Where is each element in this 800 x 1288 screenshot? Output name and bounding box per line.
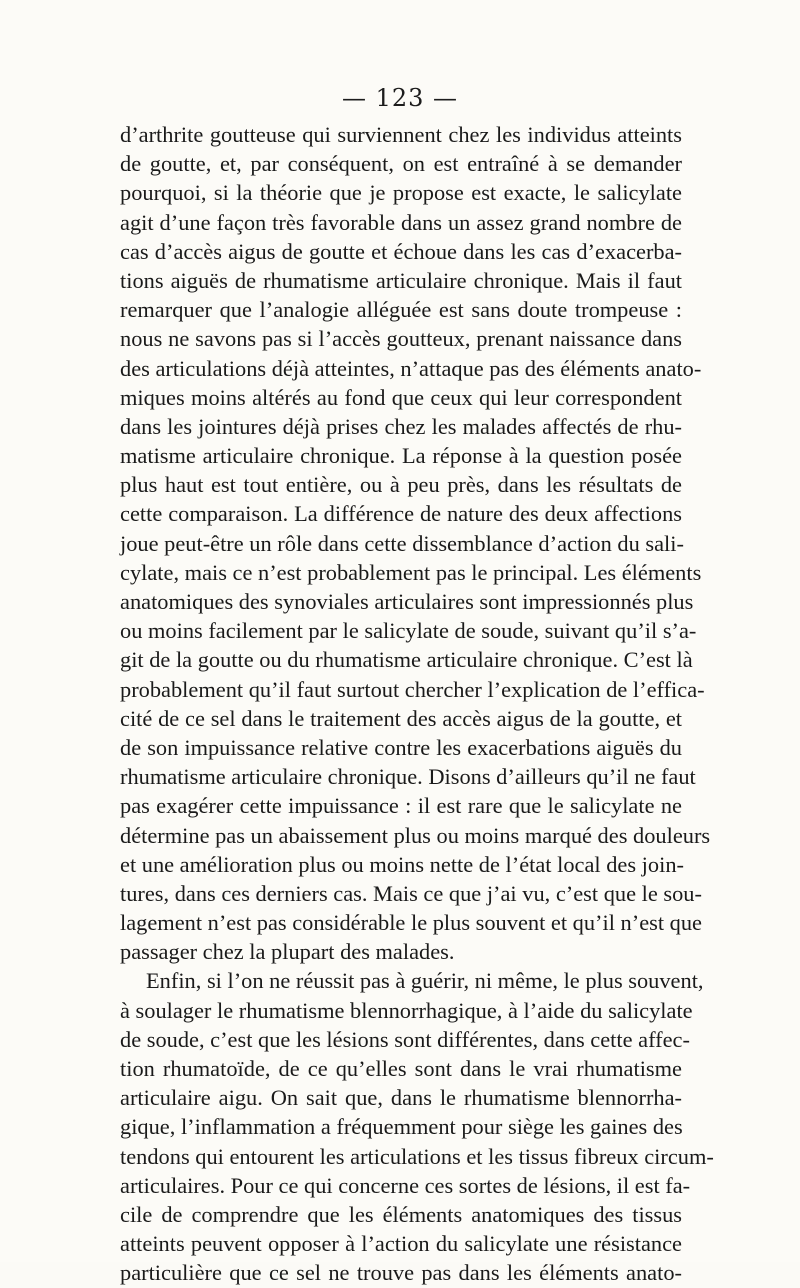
text-line: dans les jointures déjà prises chez les malades affectés de rhu- — [120, 413, 682, 439]
text-line: de goutte, et, par conséquent, on est entraîné à se demander — [120, 151, 682, 177]
text-line: joue peut-être un rôle dans cette dissemblance d’action du sali- — [120, 530, 684, 556]
page-number: — 123 — — [341, 84, 459, 112]
text-line: miques moins altérés au fond que ceux qui leur correspondent — [120, 384, 682, 410]
text-line: articulaire aigu. On sait que, dans le rhumatisme blennorrha- — [120, 1085, 682, 1111]
text-line: tion rhumatoïde, de ce qu’elles sont dans le vrai rhumatisme — [120, 1056, 682, 1081]
text-line: plus haut est tout entière, ou à peu près, dans les résultats de — [120, 472, 682, 498]
text-line: à soulager le rhumatisme blennorrhagique, à l’aide du salicylate — [120, 997, 693, 1023]
text-line: anatomiques des synoviales articulaires sont impressionnés plus — [120, 589, 694, 614]
text-line: de soude, c’est que les lésions sont différentes, dans cette affec- — [120, 1026, 690, 1052]
text-line: agit d’une façon très favorable dans un assez grand nombre de — [120, 209, 682, 235]
text-line: nous ne savons pas si l’accès goutteux, prenant naissance dans — [120, 326, 682, 352]
body-text — [120, 120, 714, 1288]
text-line: gique, l’inflammation a fréquemment pour siège les gaines des — [120, 1114, 683, 1140]
text-line: cette comparaison. La différence de nature des deux affections — [120, 501, 682, 527]
text-line: particulière que ce sel ne trouve pas dans les éléments anato- — [120, 1260, 682, 1286]
text-line: de son impuissance relative contre les exacerbations aiguës du — [120, 734, 682, 760]
text-line: git de la goutte ou du rhumatisme articulaire chronique. C’est là — [120, 647, 693, 673]
text-line: atteints peuvent opposer à l’action du salicylate une résistance — [120, 1231, 682, 1257]
text-line: détermine pas un abaissement plus ou moins marqué des douleurs — [120, 822, 711, 848]
text-line: probablement qu’il faut surtout chercher l’explication de l’effica- — [120, 676, 705, 702]
text-line: cile de comprendre que les éléments anatomiques des tissus — [120, 1201, 682, 1227]
text-line: pourquoi, si la théorie que je propose est exacte, le salicylate — [120, 180, 682, 206]
text-line: ou moins facilement par le salicylate de soude, suivant qu’il s’a- — [120, 618, 697, 644]
text-line: d’arthrite goutteuse qui surviennent chez les individus atteints — [120, 122, 682, 147]
text-line: des articulations déjà atteintes, n’attaque pas des éléments anato- — [120, 355, 702, 381]
text-line: lagement n’est pas considérable le plus souvent et qu’il n’est que — [120, 910, 702, 936]
text-line: tures, dans ces derniers cas. Mais ce que j’ai vu, c’est que le sou- — [120, 880, 702, 906]
text-line: tendons qui entourent les articulations et les tissus fibreux circum- — [120, 1143, 714, 1169]
text-line: cas d’accès aigus de goutte et échoue dans les cas d’exacerba- — [120, 238, 682, 264]
text-line: Enfin, si l’on ne réussit pas à guérir, ni même, le plus souvent, — [146, 968, 704, 994]
text-line: remarquer que l’analogie alléguée est sans doute trompeuse : — [120, 297, 682, 323]
text-line: cylate, mais ce n’est probablement pas le principal. Les éléments — [120, 559, 702, 585]
text-line: passager chez la plupart des malades. — [120, 939, 455, 965]
text-line: et une amélioration plus ou moins nette de l’état local des join- — [120, 851, 684, 877]
text-line: cité de ce sel dans le traitement des accès aigus de la goutte, et — [120, 705, 682, 731]
text-line: rhumatisme articulaire chronique. Disons d’ailleurs qu’il ne faut — [120, 764, 696, 790]
text-line: matisme articulaire chronique. La réponse à la question posée — [120, 443, 682, 469]
text-line: articulaires. Pour ce qui concerne ces sortes de lésions, il est fa- — [120, 1172, 691, 1198]
text-line: pas exagérer cette impuissance : il est rare que le salicylate ne — [120, 793, 682, 819]
text-line: tions aiguës de rhumatisme articulaire chronique. Mais il faut — [120, 267, 682, 293]
